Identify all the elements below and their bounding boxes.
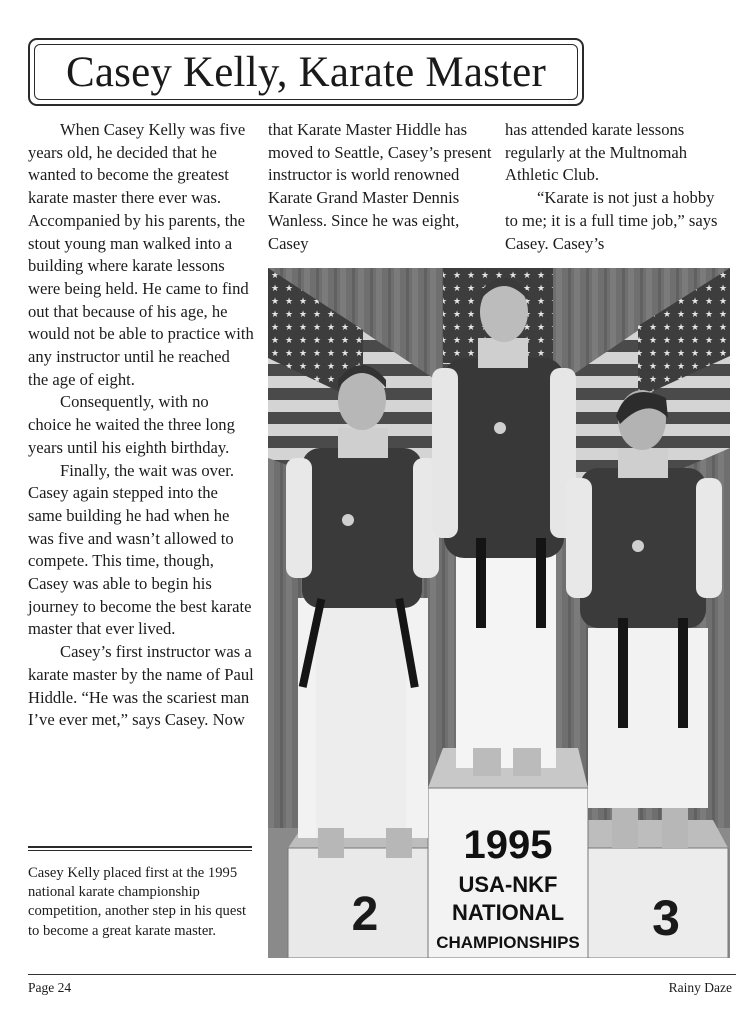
footer-divider: [28, 974, 736, 975]
paragraph: Finally, the wait was over. Casey again stepped into the same building he had when he was five and wasn’t allowed to compete. This time, though, Casey was able to begin his journey to become the best karate master that ever lived.: [28, 460, 252, 639]
text-column-1: [28, 119, 254, 732]
caption-divider-thin: [28, 850, 252, 851]
caption-divider: [28, 846, 252, 848]
publication-name: Rainy Daze: [668, 980, 732, 995]
podium-year: 1995: [463, 823, 553, 867]
paragraph: When Casey Kelly was five years old, he decided that he wanted to become the greatest karate master there ever was. Accompanied by his parents, the stout young man walked into a building where karate lessons were being held. He came to find out that because of his age, he would not be able to practice with any instructor until he reached the age of eight.: [28, 120, 254, 389]
podium-championships: CHAMPIONSHIPS: [436, 933, 580, 952]
photo-caption: Casey Kelly placed first at the 1995 national karate championship competition, another step in his quest to become a great karate master.: [28, 865, 247, 939]
podium-photo: [268, 268, 730, 958]
paragraph: Casey’s first instructor was a karate master by the name of Paul Hiddle. “He was the scariest man I’ve ever met,” says Casey. Now: [28, 642, 254, 730]
text-column-3: [505, 119, 731, 255]
podium-number-3: 3: [652, 890, 680, 946]
article-title: Casey Kelly, Karate Master: [65, 48, 546, 96]
paragraph: Consequently, with no choice he waited the three long years until his eighth birthday.: [28, 392, 235, 457]
paragraph: has attended karate lessons regularly at the Multnomah Athletic Club.: [505, 120, 688, 185]
text-column-2: [268, 119, 496, 255]
podium-national: NATIONAL: [451, 900, 565, 925]
paragraph: that Karate Master Hiddle has moved to Seattle, Casey’s present instructor is world renowned Karate Grand Master Dennis Wanless. Since he was eight, Casey: [268, 120, 492, 253]
paragraph: “Karate is not just a hobby to me; it is a full time job,” says Casey. Casey’s: [505, 188, 718, 253]
page-number: Page 24: [28, 980, 72, 995]
podium-number-2: 2: [351, 888, 379, 941]
podium-org: USA-NKF: [458, 872, 558, 897]
title-box: [28, 38, 584, 106]
